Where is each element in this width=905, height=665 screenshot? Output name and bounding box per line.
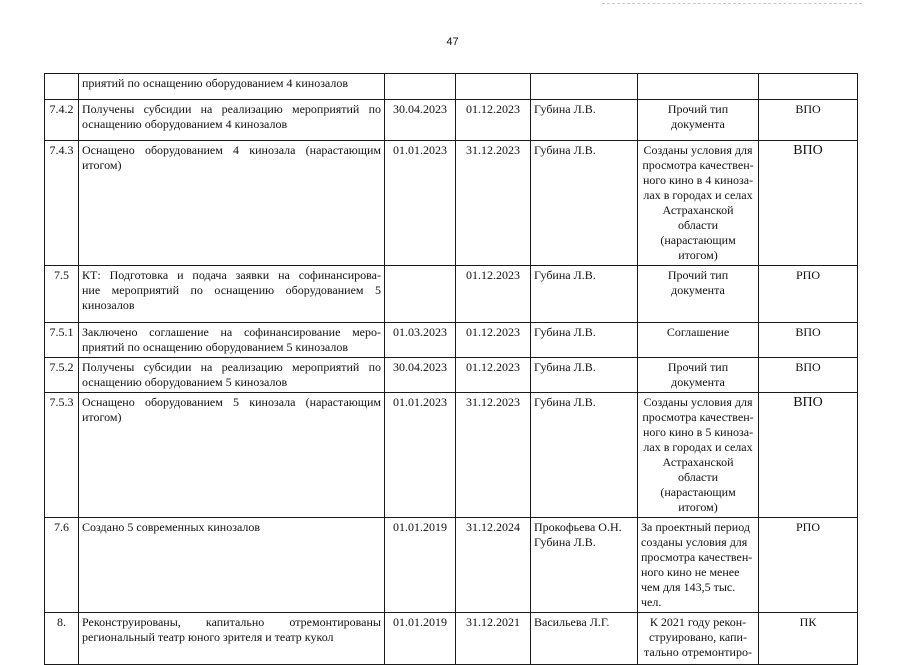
responsible-person [531, 613, 638, 665]
item-number-text: 7.4.2 [49, 102, 74, 116]
result-document [638, 518, 759, 613]
document-line: Соглашение [666, 325, 730, 339]
start-date [385, 100, 456, 141]
item-number-text: 7.5 [54, 268, 69, 282]
control-level [759, 393, 858, 518]
description-line: кинозалов [82, 298, 135, 312]
end-date-text: 31.12.2021 [466, 615, 520, 629]
control-level [759, 141, 858, 266]
start-date-text: 01.01.2023 [393, 143, 447, 157]
table-row [45, 74, 858, 100]
scan-edge-line [602, 3, 862, 4]
document-line: Прочий тип документа [667, 102, 729, 131]
item-number-text: 7.6 [54, 520, 69, 534]
responsible-person [531, 141, 638, 266]
start-date-text: 30.04.2023 [393, 360, 447, 374]
result-document [638, 323, 759, 358]
item-number-text: 7.4.3 [49, 143, 74, 157]
description-line: оснащению оборудованием 4 кинозалов [82, 117, 288, 131]
description-line: ние мероприятий по оснащению оборудованием 5 [82, 283, 381, 297]
responsible-person [531, 393, 638, 518]
document-line: Астраханской области [662, 455, 734, 484]
result-document [638, 141, 759, 266]
responsible-person [531, 358, 638, 393]
description-line: Реконструированы, капитально отремонтированы [82, 615, 381, 629]
document-line: За проектный период [641, 520, 750, 534]
document-line: Прочий тип документа [667, 268, 729, 297]
end-date-text: 01.12.2023 [466, 360, 520, 374]
control-level-text: ВПО [793, 395, 823, 410]
responsible-name: Губина Л.В. [534, 102, 596, 116]
control-level-text: ВПО [795, 360, 821, 374]
result-document [638, 100, 759, 141]
control-level [759, 74, 858, 100]
responsible-name: Губина Л.В. [534, 268, 596, 282]
end-date-text: 01.12.2023 [466, 325, 520, 339]
description-line: региональный театр юного зрителя и театр кукол [82, 630, 334, 644]
plan-table [44, 73, 858, 665]
item-number-text: 8. [57, 615, 66, 629]
responsible-name: Губина Л.В. [534, 395, 596, 409]
result-document [638, 266, 759, 323]
document-line: Созданы условия для [643, 395, 753, 409]
description-line: итогом) [82, 158, 122, 172]
control-level [759, 100, 858, 141]
end-date-text: 01.12.2023 [466, 268, 520, 282]
item-number-text: 7.5.1 [49, 325, 74, 339]
description-line: Получены субсидии на реализацию мероприятий по [82, 102, 381, 116]
document-line: лах в городах и селах [643, 440, 753, 454]
responsible-name: Губина Л.В. [534, 325, 596, 339]
item-description [79, 266, 385, 323]
description-line: Получены субсидии на реализацию мероприятий по [82, 360, 381, 374]
table-row [45, 518, 858, 613]
description-line: Создано 5 современных кинозалов [82, 520, 261, 534]
document-line: тально отремонтиро- [644, 645, 752, 659]
item-number [45, 100, 79, 141]
start-date-text: 01.01.2019 [393, 520, 447, 534]
result-document [638, 613, 759, 665]
start-date [385, 393, 456, 518]
document-line: Созданы условия для [643, 143, 753, 157]
description-line: приятий по оснащению оборудованием 5 кинозалов [82, 340, 349, 354]
item-description [79, 141, 385, 266]
item-number [45, 141, 79, 266]
end-date [456, 358, 531, 393]
item-number [45, 323, 79, 358]
start-date [385, 266, 456, 323]
result-document [638, 74, 759, 100]
item-description [79, 74, 385, 100]
item-number-text: 7.5.2 [49, 360, 74, 374]
document-line: Прочий тип документа [667, 360, 729, 389]
item-description [79, 323, 385, 358]
end-date [456, 74, 531, 100]
end-date [456, 266, 531, 323]
responsible-person [531, 266, 638, 323]
control-level-text: ВПО [793, 143, 823, 158]
start-date [385, 518, 456, 613]
responsible-person [531, 323, 638, 358]
start-date [385, 323, 456, 358]
start-date-text: 01.01.2023 [393, 395, 447, 409]
end-date [456, 393, 531, 518]
control-level-text: ПК [799, 615, 817, 629]
end-date [456, 323, 531, 358]
document-line: лах в городах и селах [643, 188, 753, 202]
item-description [79, 358, 385, 393]
start-date [385, 358, 456, 393]
start-date-text: 01.01.2019 [393, 615, 447, 629]
control-level [759, 518, 858, 613]
table-row [45, 613, 858, 665]
end-date-text: 01.12.2023 [466, 102, 520, 116]
responsible-person [531, 518, 638, 613]
page-number: 47 [446, 36, 459, 48]
item-number [45, 518, 79, 613]
responsible-person [531, 100, 638, 141]
end-date-text: 31.12.2024 [466, 520, 520, 534]
start-date [385, 141, 456, 266]
control-level-text: РПО [795, 520, 820, 534]
document-line: созданы условия для [641, 535, 748, 549]
description-line: итогом) [82, 410, 122, 424]
control-level-text: ВПО [795, 102, 821, 116]
control-level [759, 358, 858, 393]
description-line: КТ: Подготовка и подача заявки на софинансирова- [82, 268, 381, 282]
document-line: ного кино не менее [641, 565, 740, 579]
item-number [45, 266, 79, 323]
item-number-text: 7.5.3 [49, 395, 74, 409]
description-line: оснащению оборудованием 5 кинозалов [82, 375, 288, 389]
item-number [45, 358, 79, 393]
description-line: Оснащено оборудованием 5 кинозала (нарастающим [82, 395, 381, 409]
item-description [79, 613, 385, 665]
start-date-text: 30.04.2023 [393, 102, 447, 116]
responsible-name: Губина Л.В. [534, 360, 596, 374]
item-description [79, 518, 385, 613]
responsible-name: Губина Л.В. [534, 535, 596, 549]
start-date-text: 01.03.2023 [393, 325, 447, 339]
control-level [759, 613, 858, 665]
responsible-name: Губина Л.В. [534, 143, 596, 157]
responsible-person [531, 74, 638, 100]
document-line: просмотра качествен- [642, 158, 754, 172]
table-row [45, 100, 858, 141]
item-number [45, 74, 79, 100]
document-line: просмотра качествен- [642, 410, 754, 424]
end-date-text: 31.12.2023 [466, 395, 520, 409]
item-description [79, 100, 385, 141]
item-number [45, 613, 79, 665]
end-date [456, 100, 531, 141]
end-date-text: 31.12.2023 [466, 143, 520, 157]
document-line: К 2021 году рекон- [649, 615, 747, 629]
result-document [638, 358, 759, 393]
result-document [638, 393, 759, 518]
item-number [45, 393, 79, 518]
document-line: просмотра качествен- [641, 550, 753, 564]
item-description [79, 393, 385, 518]
control-level-text: РПО [795, 268, 820, 282]
description-line: приятий по оснащению оборудованием 4 кинозалов [82, 76, 349, 90]
table-row [45, 266, 858, 323]
responsible-name: Прокофьева О.Н. [534, 520, 622, 534]
document-line: ного кино в 4 кинoза- [642, 173, 754, 187]
table-row [45, 393, 858, 518]
end-date [456, 518, 531, 613]
end-date [456, 141, 531, 266]
control-level [759, 323, 858, 358]
document-line: чем для 143,5 тыс. чел. [641, 580, 736, 609]
document-line: Астраханской области [662, 203, 734, 232]
table-row [45, 323, 858, 358]
control-level-text: ВПО [795, 325, 821, 339]
start-date [385, 74, 456, 100]
start-date [385, 613, 456, 665]
table-row [45, 141, 858, 266]
control-level [759, 266, 858, 323]
document-line: ного кино в 5 кинoза- [642, 425, 754, 439]
table-row [45, 358, 858, 393]
document-line: струировано, капи- [649, 630, 747, 644]
document-line: (нарастающим итогом) [660, 233, 736, 262]
responsible-name: Васильева Л.Г. [534, 615, 610, 629]
description-line: Заключено соглашение на софинансирование меро- [82, 325, 381, 339]
description-line: Оснащено оборудованием 4 кинозала (нарастающим [82, 143, 381, 157]
end-date [456, 613, 531, 665]
document-line: (нарастающим итогом) [660, 485, 736, 514]
